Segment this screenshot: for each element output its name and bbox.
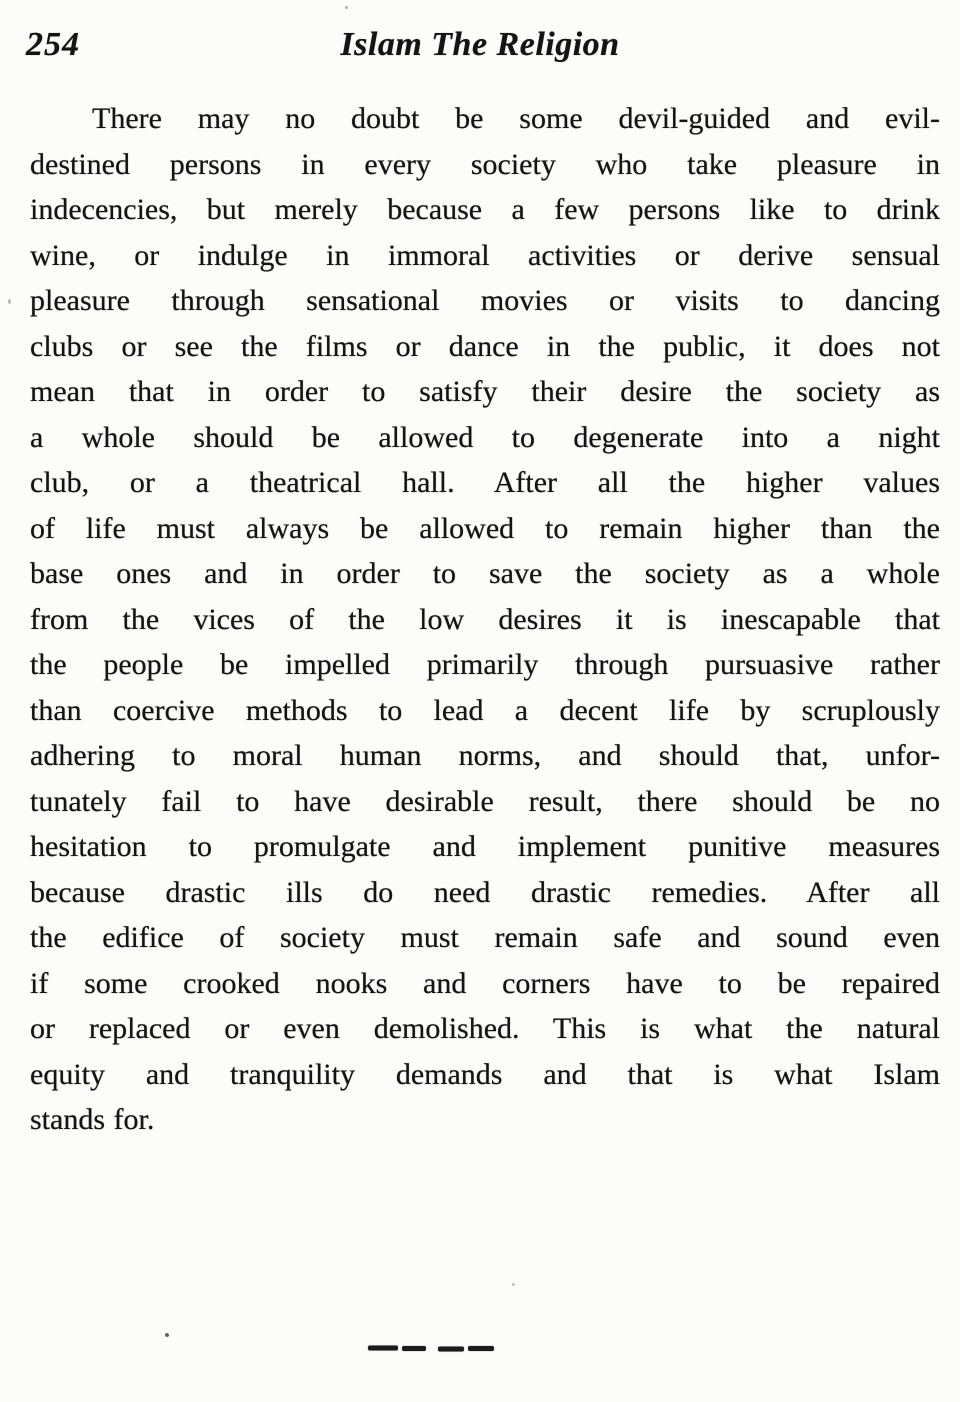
- text-line: base ones and in order to save the society as a whole: [30, 557, 940, 590]
- text-line: pleasure through sensational movies or visits to dancing: [30, 284, 940, 317]
- text-line: than coercive methods to lead a decent life by scruplously: [30, 693, 940, 727]
- text-line: club, or a theatrical hall. After all the higher values: [30, 466, 940, 499]
- end-of-chapter-divider: [368, 1344, 494, 1352]
- text-line: or replaced or even demolished. This is what the natural: [30, 1012, 940, 1045]
- text-line: equity and tranquility demands and that is what Islam: [30, 1057, 940, 1091]
- running-header: [0, 26, 960, 70]
- text-line: the people be impelled primarily through pursuasive rather: [30, 648, 940, 681]
- text-line: from the vices of the low desires it is inescapable that: [30, 602, 940, 636]
- text-line: stands for.: [30, 1103, 155, 1136]
- text-line: clubs or see the films or dance in the public, it does not: [30, 329, 940, 363]
- text-line: mean that in order to satisfy their desire the society as: [30, 375, 940, 408]
- ink-speck: [165, 1333, 169, 1337]
- text-line: wine, or indulge in immoral activities or derive sensual: [30, 238, 940, 272]
- running-header-title: Islam The Religion: [340, 26, 620, 63]
- body-paragraph: [30, 96, 940, 1143]
- text-line: because drastic ills do need drastic remedies. After all: [30, 875, 940, 909]
- text-line: hesitation to promulgate and implement punitive measures: [30, 830, 940, 863]
- page-number: 254: [26, 26, 80, 63]
- text-line: the edifice of society must remain safe and sound even: [30, 921, 940, 954]
- text-line: indecencies, but merely because a few persons like to drink: [30, 193, 940, 226]
- divider-dash: [402, 1346, 426, 1351]
- text-line: tunately fail to have desirable result, there should be no: [30, 784, 940, 818]
- text-line: adhering to moral human norms, and should that, unfor-: [30, 739, 940, 772]
- ink-speck: [512, 1283, 515, 1286]
- divider-dash: [468, 1346, 494, 1351]
- text-line: of life must always be allowed to remain higher than the: [30, 511, 940, 545]
- text-line: a whole should be allowed to degenerate into a night: [30, 420, 940, 454]
- divider-dash: [368, 1345, 398, 1350]
- text-line: There may no doubt be some devil-guided and evil-: [92, 102, 940, 135]
- text-line: if some crooked nooks and corners have to be repaired: [30, 966, 940, 1000]
- divider-dash: [438, 1346, 464, 1351]
- ink-speck: [345, 6, 348, 9]
- text-line: destined persons in every society who take pleasure in: [30, 147, 940, 181]
- ink-speck: [8, 299, 11, 304]
